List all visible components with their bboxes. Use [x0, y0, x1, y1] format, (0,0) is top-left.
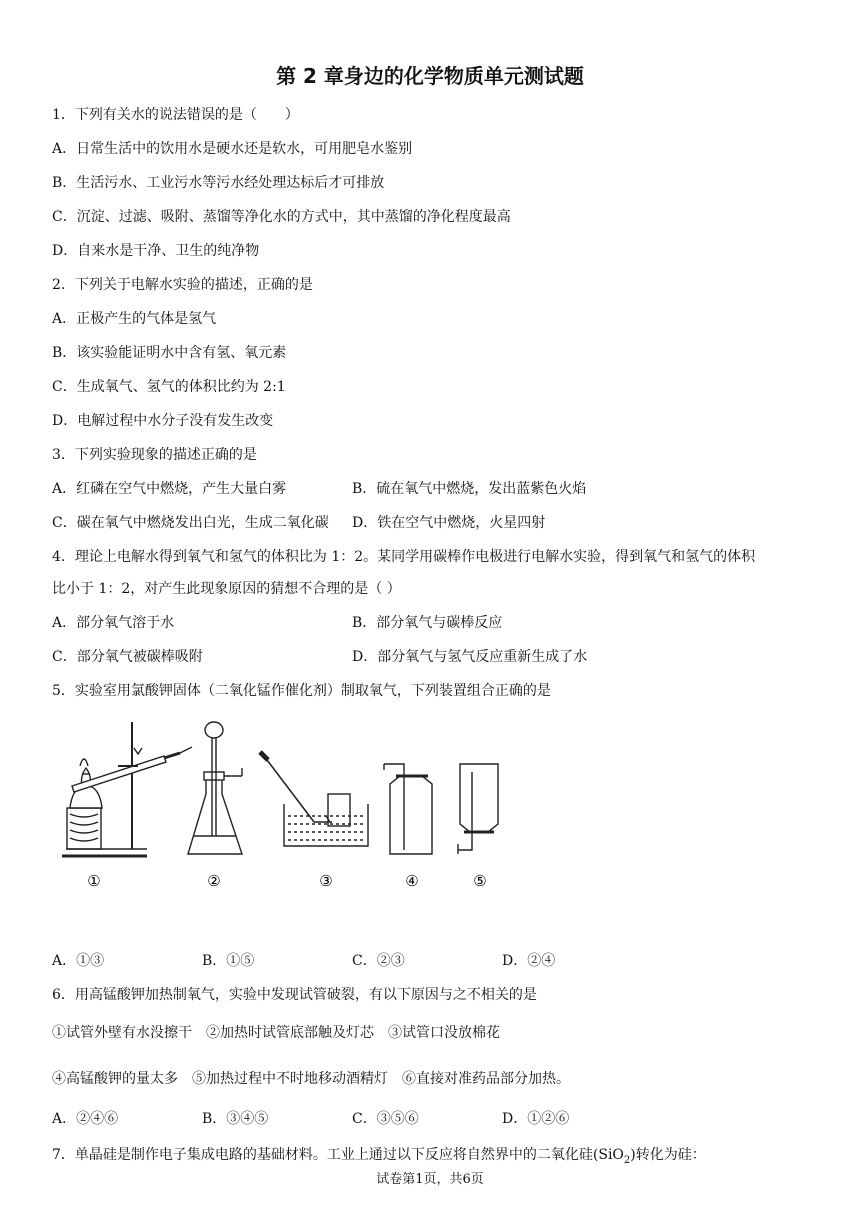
question-6-stem: 6．用高锰酸钾加热制氧气，实验中发现试管破裂，有以下原因与之不相关的是 — [52, 987, 537, 1003]
question-6-reasons-line2: ④高锰酸钾的量太多 ⑤加热过程中不时地移动酒精灯 ⑥直接对准药品部分加热。 — [52, 1071, 570, 1087]
question-3-stem: 3．下列实验现象的描述正确的是 — [52, 447, 257, 463]
question-1-option-d: D．自来水是干净、卫生的纯净物 — [52, 243, 260, 259]
figure-label-5: ⑤ — [473, 872, 487, 890]
question-2-option-d: D．电解过程中水分子没有发生改变 — [52, 413, 274, 429]
page-footer: 试卷第1页，共6页 — [376, 1172, 484, 1187]
question-6-option-d: D．①②⑥ — [502, 1111, 570, 1127]
question-4-option-d: D．部分氧气与氢气反应重新生成了水 — [352, 649, 588, 665]
question-4-option-b: B．部分氧气与碳棒反应 — [352, 615, 503, 631]
figure-label-1: ① — [87, 872, 101, 890]
question-4-option-c: C．部分氧气被碳棒吸附 — [52, 649, 203, 665]
question-5-option-d: D．②④ — [502, 953, 556, 969]
question-6-option-c: C．③⑤⑥ — [352, 1111, 419, 1127]
question-5-option-b: B．①⑤ — [202, 953, 255, 969]
question-3-option-b: B．硫在氧气中燃烧，发出蓝紫色火焰 — [352, 481, 587, 497]
question-5-stem: 5．实验室用氯酸钾固体（二氧化锰作催化剂）制取氧气，下列装置组合正确的是 — [52, 683, 551, 699]
apparatus-1-heating-tube — [62, 722, 192, 856]
question-7-stem: 7．单晶硅是制作电子集成电路的基础材料。工业上通过以下反应将自然界中的二氧化硅(SiO$_2$)转化为硅： — [52, 1147, 706, 1166]
figure-label-4: ④ — [405, 872, 419, 890]
question-1-option-b: B．生活污水、工业污水等污水经处理达标后才可排放 — [52, 175, 385, 191]
apparatus-2-conical-flask — [188, 722, 242, 854]
question-3-option-d: D．铁在空气中燃烧，火星四射 — [352, 515, 546, 531]
question-4-option-a: A．部分氧气溶于水 — [52, 615, 175, 631]
question-6-option-a: A．②④⑥ — [52, 1111, 119, 1127]
question-1-option-a: A．日常生活中的饮用水是硬水还是软水，可用肥皂水鉴别 — [52, 141, 413, 157]
apparatus-4-gas-bottle — [384, 764, 432, 854]
figure-label-2: ② — [207, 872, 221, 890]
question-2-option-a: A．正极产生的气体是氢气 — [52, 311, 217, 327]
question-1-stem: 1．下列有关水的说法错误的是（ ） — [52, 107, 299, 123]
question-3-option-a: A．红磷在空气中燃烧，产生大量白雾 — [52, 481, 287, 497]
question-4-stem-line2: 比小于 1：2，对产生此现象原因的猜想不合理的是（ ） — [52, 581, 401, 597]
question-2-option-c: C．生成氧气、氢气的体积比约为 2:1 — [52, 379, 286, 395]
question-2-stem: 2．下列关于电解水实验的描述，正确的是 — [52, 277, 313, 293]
question-5-option-a: A．①③ — [52, 953, 105, 969]
question-6-option-b: B．③④⑤ — [202, 1111, 269, 1127]
apparatus-3-water-trough — [260, 752, 368, 846]
apparatus-figure — [52, 714, 512, 894]
page-title: 第 2 章身边的化学物质单元测试题 — [276, 64, 584, 88]
apparatus-5-inverted-bottle — [458, 764, 498, 854]
question-2-option-b: B．该实验能证明水中含有氢、氧元素 — [52, 345, 287, 361]
figure-label-3: ③ — [319, 872, 333, 890]
question-5-option-c: C．②③ — [352, 953, 405, 969]
question-4-stem-line1: 4．理论上电解水得到氧气和氢气的体积比为 1：2。某同学用碳棒作电极进行电解水实验，得到氧气和氢气的体积 — [52, 549, 756, 565]
question-1-option-c: C．沉淀、过滤、吸附、蒸馏等净化水的方式中，其中蒸馏的净化程度最高 — [52, 209, 511, 225]
question-3-option-c: C．碳在氧气中燃烧发出白光，生成二氧化碳 — [52, 515, 329, 531]
question-6-reasons-line1: ①试管外壁有水没擦干 ②加热时试管底部触及灯芯 ③试管口没放棉花 — [52, 1025, 500, 1041]
